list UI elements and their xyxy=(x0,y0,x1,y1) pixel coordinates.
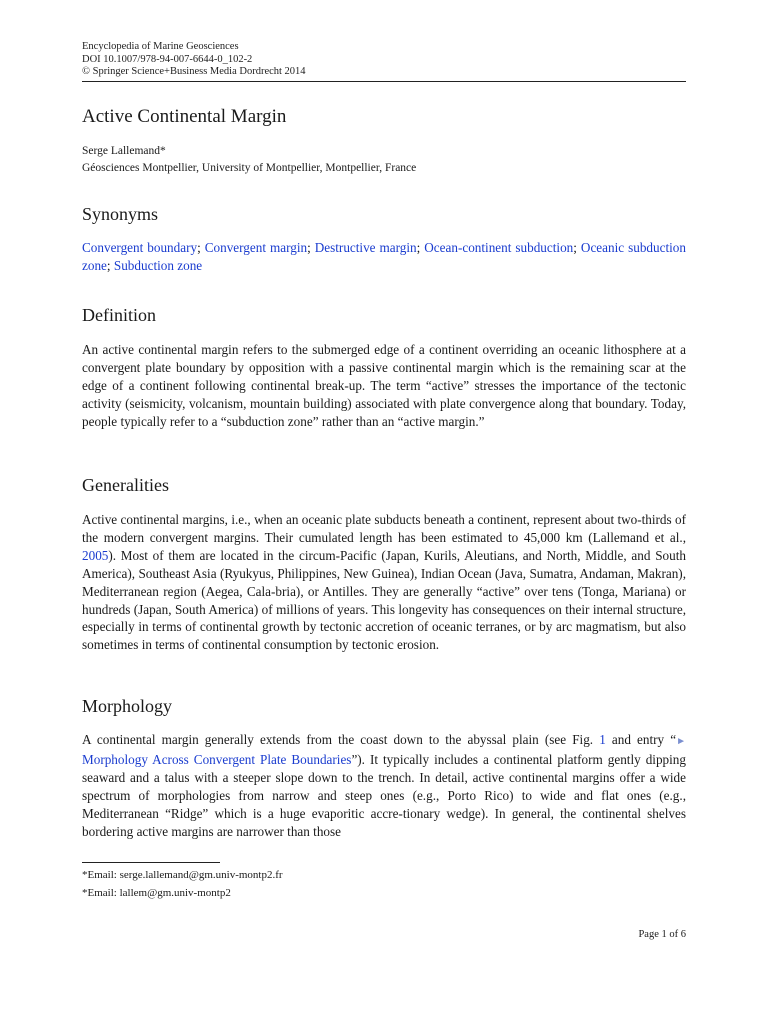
generalities-heading: Generalities xyxy=(82,475,169,495)
synonym-link[interactable]: Convergent margin xyxy=(204,240,308,255)
synonym-link[interactable]: Subduction zone xyxy=(113,257,203,273)
definition-heading: Definition xyxy=(82,305,156,325)
entry-link[interactable]: Morphology Across Convergent Plate Boundaries xyxy=(82,751,352,767)
generalities-text: Active continental margins, i.e., when an oceanic plate subducts beneath a continent, represent about two-thirds of the modern convergent margins. Their cumulated length has been estimated to 45,000 km (Lallemand et al., 2005). Most of them are located in the circum-Pacific (Japan, Kurils, Aleutians, and North, Middle, and South America), Southeast Asia (Ryukyus, Philippines, New Guinea), Indian Ocean (Java, Sumatra, Andaman, Makran), Mediterranean region (Aegea, Cala-bria), or Antilles. They are generally “active” over tens (Tonga, Mariana) or hundreds (Japan, South America) of millions of years. This longevity has consequences on their internal structure, especially in terms of continental growth by tectonic accretion of oceanic terranes, or by arc magmatism, but also sometimes in terms of continental consumption by tectonic erosion. xyxy=(82,512,686,653)
synonyms-heading: Synonyms xyxy=(82,204,159,224)
article-title: Active Continental Margin xyxy=(82,106,287,127)
citation-link[interactable]: 2005 xyxy=(82,547,109,563)
footnote-rule xyxy=(82,862,220,863)
synonym-link[interactable]: Convergent boundary xyxy=(82,240,198,255)
definition-text: An active continental margin refers to the submerged edge of a continent overriding an oceanic lithosphere at a convergent plate boundary by opposition with a passive continental margin which is the remaining scar at the edge of a continent following continental break-up. The term “active” stresses the importance of the tectonic activity (seismicity, volcanism, mountain building) associated with plate convergence along that boundary. Today, people typically refer to a “subduction zone” rather than an “active margin.” xyxy=(82,342,686,429)
author-affiliation: Géosciences Montpellier, University of Montpellier, Montpellier, France xyxy=(82,162,417,174)
synonym-link[interactable]: Oceanic subduction zone xyxy=(82,240,686,273)
page-number: Page 1 of 6 xyxy=(638,929,686,940)
header-rule xyxy=(82,81,686,82)
copyright: © Springer Science+Business Media Dordrecht 2014 xyxy=(82,66,306,77)
doi: DOI 10.1007/978-94-007-6644-0_102-2 xyxy=(82,53,253,65)
morphology-text: A continental margin generally extends from the coast down to the abyssal plain (see Fig. 1 and entry “► Morphology Across Convergent Plate Boundaries”). It typically includes a continental platform gently dipping seaward and a talus with a steeper slope down to the trench. In detail, active continental margins offer a wide spectrum of morphologies from narrow and steep ones (e.g., Porto Rico) to wide and flat ones (e.g., Mediterranean “Ridge” which is a huge evaporitic accre-tionary wedge). In general, the continental shelves bordering active margins are narrower than those xyxy=(82,732,686,839)
figure-link[interactable]: 1 xyxy=(599,732,606,747)
running-header xyxy=(82,41,686,79)
journal-name: Encyclopedia of Marine Geosciences xyxy=(82,41,239,52)
footnote-email-2: *Email: lallem@gm.univ-montp2 xyxy=(82,887,231,899)
footnote-email-1: *Email: serge.lallemand@gm.univ-montp2.fr xyxy=(82,869,283,881)
morphology-heading: Morphology xyxy=(82,696,172,716)
author-name: Serge Lallemand* xyxy=(82,145,166,157)
synonyms-list: Convergent boundary; Convergent margin; Destructive margin; Ocean-continent subduction; Oceanic subduction zone; Subduction zone xyxy=(82,240,686,273)
synonym-link[interactable]: Destructive margin xyxy=(314,240,417,255)
cross-reference-arrow-icon: ► xyxy=(676,736,686,747)
synonym-link[interactable]: Ocean-continent subduction xyxy=(424,240,574,255)
author-block xyxy=(82,143,416,177)
